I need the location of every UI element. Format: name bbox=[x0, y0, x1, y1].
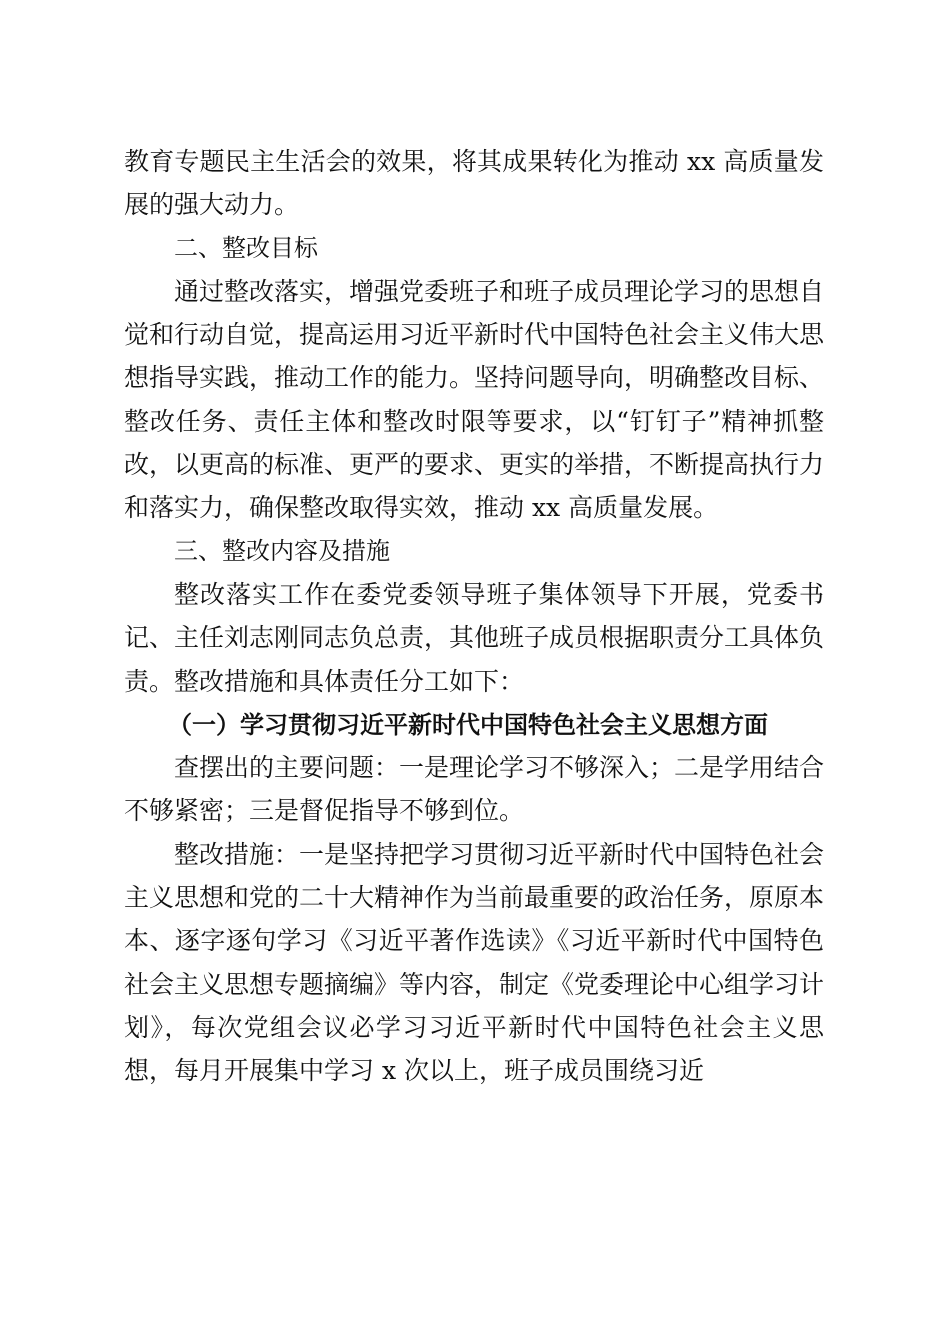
section-heading-goals: 二、整改目标 bbox=[174, 233, 318, 262]
paragraph-rectification-measures: 整改措施：一是坚持把学习贯彻习近平新时代中国特色社会主义思想和党的二十大精神作为当前最重要的政治任务，原原本本、逐字逐句学习《习近平著作选读》《习近平新时代中国特色社会主义思想专题摘编》等内容，制定《党委理论中心组学习计划》，每次党组会议必学习习近平新时代中国特色社会主义思想，每月开展集中学习 x 次以上，班子成员围绕习近 bbox=[124, 839, 825, 1086]
paragraph-continued: 教育专题民主生活会的效果，将其成果转化为推动 xx 高质量发展的强大动力。 bbox=[124, 147, 824, 220]
paragraph-goals: 通过整改落实，增强党委班子和班子成员理论学习的思想自觉和行动自觉，提高运用习近平新时代中国特色社会主义伟大思想指导实践，推动工作的能力。坚持问题导向，明确整改目标、整改任务、责任主体和整改时限等要求，以“钉钉子”精神抓整改，以更高的标准、更严的要求、更实的举措，不断提高执行力和落实力，确保整改取得实效，推动 xx 高质量发展。 bbox=[124, 276, 825, 523]
paragraph-measures-intro: 整改落实工作在委党委领导班子集体领导下开展，党委书记、主任刘志刚同志负总责，其他班子成员根据职责分工具体负责。整改措施和具体责任分工如下： bbox=[124, 579, 825, 696]
subsection-heading-study: （一）学习贯彻习近平新时代中国特色社会主义思想方面 bbox=[168, 709, 768, 739]
section-heading-measures: 三、整改内容及措施 bbox=[174, 536, 390, 565]
paragraph-problems: 查摆出的主要问题：一是理论学习不够深入；二是学用结合不够紧密；三是督促指导不够到位。 bbox=[124, 753, 825, 826]
document-body bbox=[124, 140, 824, 1093]
